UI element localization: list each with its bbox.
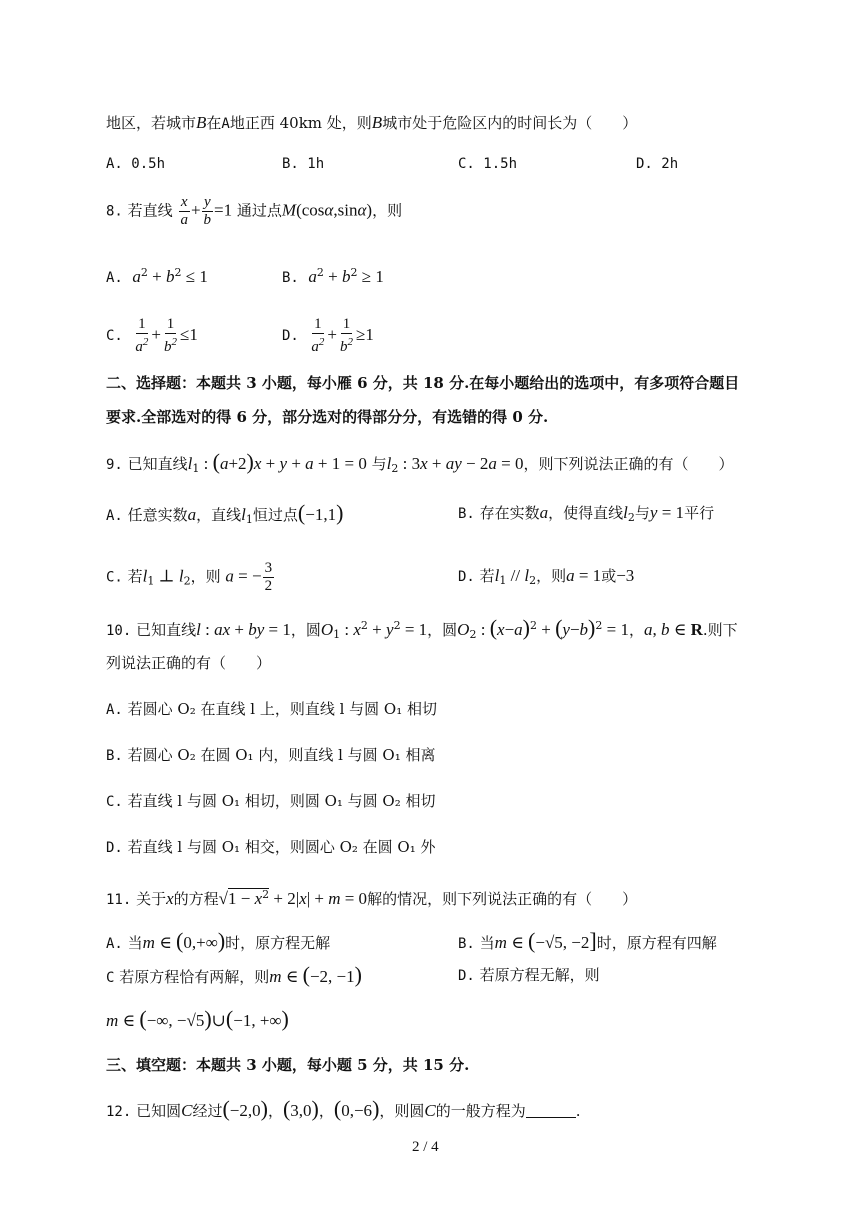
- q10-option-c: C. 若直线 l 与圆 O₁ 相切，则圆 O₁ 与圆 O₂ 相切: [106, 792, 436, 810]
- q10-option-a: A. 若圆心 O₂ 在直线 l 上，则直线 l 与圆 O₁ 相切: [106, 700, 438, 718]
- q9-option-b: B. 存在实数a，使得直线$l_2$与y = 1平行: [458, 503, 715, 524]
- section3-heading: 三、填空题：本题共 3 小题，每小题 5 分，共 15 分.: [106, 1056, 470, 1074]
- q12-stem: 12. 已知圆C经过(−2,0)，(3,0)，(0,−6)，则圆C的一般方程为 .: [106, 1096, 581, 1121]
- q7-stem: 地区，若城市B在A地正西 40km 处，则B城市处于危险区内的时间长为（ ）: [106, 113, 638, 132]
- q11-option-c: C 若原方程恰有两解，则m ∈ (−2, −1): [106, 962, 362, 987]
- q8-stem: 8. 若直线 $\frac{x}{a}$ + $\frac{y}{b}$ =1 通过点M(cosα,sinα)，则: [106, 194, 403, 228]
- q9-option-c: C. 若$l_1$ ⊥ $l_2$，则 a = − $\frac{3}{2}$: [106, 560, 273, 594]
- page-number: 2 / 4: [412, 1139, 439, 1155]
- q10-option-b: B. 若圆心 O₂ 在圆 O₁ 内，则直线 l 与圆 O₁ 相离: [106, 746, 436, 764]
- section2-heading-line2: 要求.全部选对的得 6 分，部分选对的得部分分，有选错的得 0 分.: [106, 408, 549, 426]
- q9-option-a: A. 任意实数a，直线$l_1$恒过点(−1,1): [106, 500, 344, 526]
- q11-option-a: A. 当m ∈ (0,+∞)时，原方程无解: [106, 928, 331, 953]
- q8-option-c: C. $\frac{1}{a^2}$ + $\frac{1}{b^2}$ ≤1: [106, 316, 198, 355]
- q7-option-a: A. 0.5h: [106, 156, 166, 172]
- q11-stem: 11. 关于x的方程$√1 - x^2 + 2|x| + m = 0$解的情况，则下列说法正确的有（ ）: [106, 888, 638, 908]
- q9-option-d: D. 若$l_1 // l_2$，则a = 1或−3: [458, 566, 635, 587]
- q8-option-b: B. $a^2 + b^2 \ge 1$: [282, 266, 384, 286]
- section2-heading-line1: 二、选择题：本题共 3 小题，每小雁 6 分，共 18 分.在每小题给出的选项中，有多项符合题目: [106, 374, 740, 392]
- q7-option-d: D. 2h: [636, 156, 679, 172]
- q10-stem: 10. 已知直线l : ax + by = 1，圆$O_1$ : $x^2 + y^2 = 1$，圆$O_2$ : $(x-a)^2 + (y-b)^2 = 1$，a, b ∈ R.则下: [106, 615, 738, 641]
- frac-x-over-a: $\frac{x}{a}$: [180, 194, 188, 228]
- answer-blank[interactable]: [526, 1103, 576, 1118]
- q11-option-b: B. 当m ∈ (−√5, −2]时，原方程有四解: [458, 928, 717, 953]
- q9-stem: 9. 已知直线$l_1$ : (a+2)x + y + a + 1 = 0 与$l_2$ : 3x + ay − 2a = 0，则下列说法正确的有（ ）: [106, 449, 734, 475]
- q7-option-b: B. 1h: [282, 156, 325, 172]
- q11-option-d-range: m ∈ (−∞, −√5)∪(−1, +∞): [106, 1006, 289, 1031]
- q11-option-d: D. 若原方程无解，则: [458, 966, 600, 984]
- frac-y-over-b: $\frac{y}{b}$: [203, 194, 212, 228]
- q10-option-d: D. 若直线 l 与圆 O₁ 相交，则圆心 O₂ 在圆 O₁ 外: [106, 838, 436, 856]
- q10-stem-line2: 列说法正确的有（ ）: [106, 654, 272, 672]
- q7-option-c: C. 1.5h: [458, 156, 518, 172]
- q8-option-d: D. $\frac{1}{a^2}$ + $\frac{1}{b^2}$ ≥1: [282, 316, 374, 355]
- q8-option-a: A. $a^2 + b^2 \le 1$: [106, 266, 208, 286]
